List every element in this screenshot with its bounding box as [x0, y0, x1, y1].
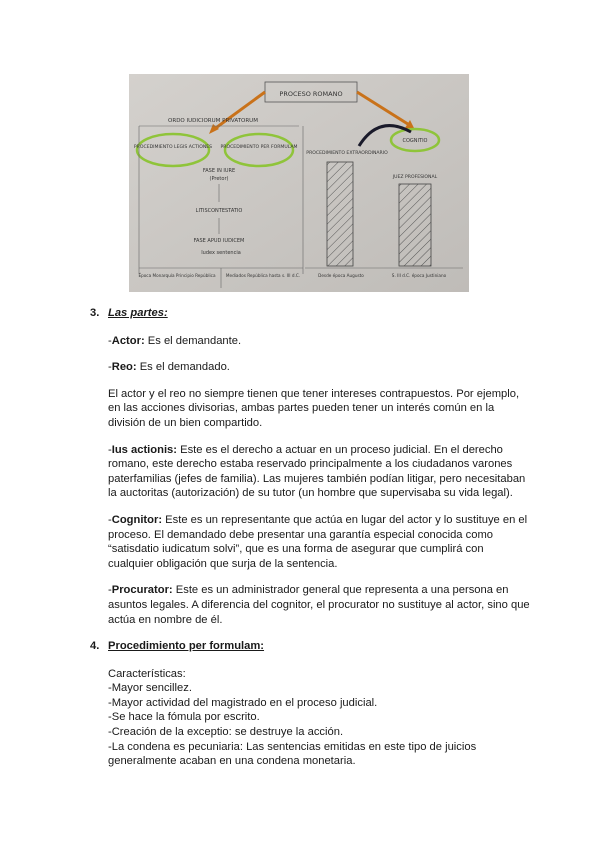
diagram-title: PROCESO ROMANO — [279, 90, 343, 98]
list-item: generalmente acaban en una condena monetaria. — [108, 755, 356, 768]
ius-actionis-definition: -Ius actionis: Este es el derecho a actuar en un proceso judicial. En el derecho romano, este derecho estaba reservado principalmente a los ciudadanos varones paterfamilias (jefes de familia). Las mujeres también podían litigar, pero necesitaban la auctoritas (autorización) de su tutor (un hombre que supervisaba su vida legal). — [108, 443, 526, 500]
left-header: ORDO IUDICIORUM PRIVATORUM — [168, 118, 258, 124]
step-apud-iudicem: FASE APUD IUDICEM — [193, 238, 245, 244]
diagram-photo — [129, 74, 469, 292]
list-item: -Se hace la fómula por escrito. — [108, 711, 260, 724]
section-4-title: Procedimiento per formulam: — [108, 640, 265, 653]
actor-text: Es el demandante. — [144, 334, 242, 347]
right-sub: JUEZ PROFESIONAL — [392, 175, 438, 180]
handwritten-diagram — [129, 74, 469, 292]
document-body — [90, 306, 530, 769]
step-pretor: (Pretor) — [209, 176, 229, 182]
paragraph-intereses: El actor y el reo no siempre tienen que tener intereses contrapuestos. Por ejemplo, en las acciones divisorias, ambas partes pueden tener un interés común en la división de un bien compartido. — [108, 387, 520, 429]
section-4-heading — [90, 639, 530, 654]
bubble-cognitio: COGNITIO — [402, 138, 428, 144]
bubble-per-formulam: PROCEDIMIENTO PER FORMULAM — [220, 145, 298, 150]
procurator-label: Procurator: — [111, 584, 173, 597]
step-iudex: Iudex sentencia — [201, 250, 241, 256]
middle-label: PROCEDIMIENTO EXTRAORDINARIO — [306, 151, 388, 156]
cognitor-text: Este es un representante que actúa en lugar del actor y lo sustituye en el proceso. El demandado debe presentar una garantía especial conocida como “satisdatio iudicatum solvi”, que es una forma de asegurar que cumplirá con cualquier obligación que surja de la sentencia. — [108, 513, 528, 570]
list-item: -La condena es pecuniaria: Las sentencias emitidas en este tipo de juicios — [108, 740, 477, 753]
section-3-number: 3. — [90, 307, 100, 319]
ius-text: Este es el derecho a actuar en un proceso judicial. En el derecho romano, este derecho estaba reservado principalmente a los ciudadanos varones paterfamilias (jefes de familia). Las mujeres también podían litigar, pero necesitaban la auctoritas (autorización) de su tutor (un hombre que supervisaba su vida legal). — [108, 443, 526, 500]
foot-monarquia: Época Monarquía Principio República — [138, 273, 216, 278]
step-litiscontestatio: LITISCONTESTATIO — [195, 208, 243, 214]
procurator-definition: -Procurator: Este es un administrador general que representa a una persona en asuntos legales. A diferencia del cognitor, el procurator no sustituye al actor, sino que actúa en nombre de él. — [108, 584, 530, 626]
actor-label: Actor: — [111, 334, 145, 347]
list-item: -Mayor sencillez. — [108, 682, 192, 695]
section-3-heading — [90, 306, 530, 321]
foot-justiniano: S. III d.C. época Justiniano — [391, 273, 447, 278]
section-3-title: Las partes: — [108, 307, 168, 319]
reo-definition: -Reo: Es el demandado. — [108, 361, 230, 374]
list-item: -Creación de la exceptio: se destruye la acción. — [108, 726, 344, 739]
bubble-legis-actiones: PROCEDIMIENTO LEGIS ACTIONES — [133, 145, 213, 150]
reo-label: Reo: — [111, 361, 137, 374]
ius-label: Ius actionis: — [111, 443, 178, 456]
list-item: -Mayor actividad del magistrado en el proceso judicial. — [108, 696, 378, 709]
cognitor-definition: -Cognitor: Este es un representante que actúa en lugar del actor y lo sustituye en el proceso. El demandado debe presentar una garantía especial conocida como “satisdatio iudicatum solvi”, que es una forma de asegurar que cumplirá con cualquier obligación que surja de la sentencia. — [108, 513, 528, 570]
section-4-number: 4. — [90, 640, 100, 653]
list-item: Características: — [108, 667, 186, 680]
actor-definition: -Actor: Es el demandante. — [108, 334, 242, 347]
characteristics-list — [108, 667, 530, 769]
foot-augusto: Desde época Augusto — [318, 273, 364, 278]
reo-text: Es el demandado. — [136, 361, 230, 374]
step-in-iure: FASE IN IURE — [202, 168, 236, 174]
cognitor-label: Cognitor: — [111, 513, 163, 526]
foot-republica: Mediados República hasta s. III d.C. — [225, 273, 301, 278]
procurator-text: Este es un administrador general que representa a una persona en asuntos legales. A diferencia del cognitor, el procurator no sustituye al actor, sino que actúa en nombre de él. — [108, 584, 530, 626]
